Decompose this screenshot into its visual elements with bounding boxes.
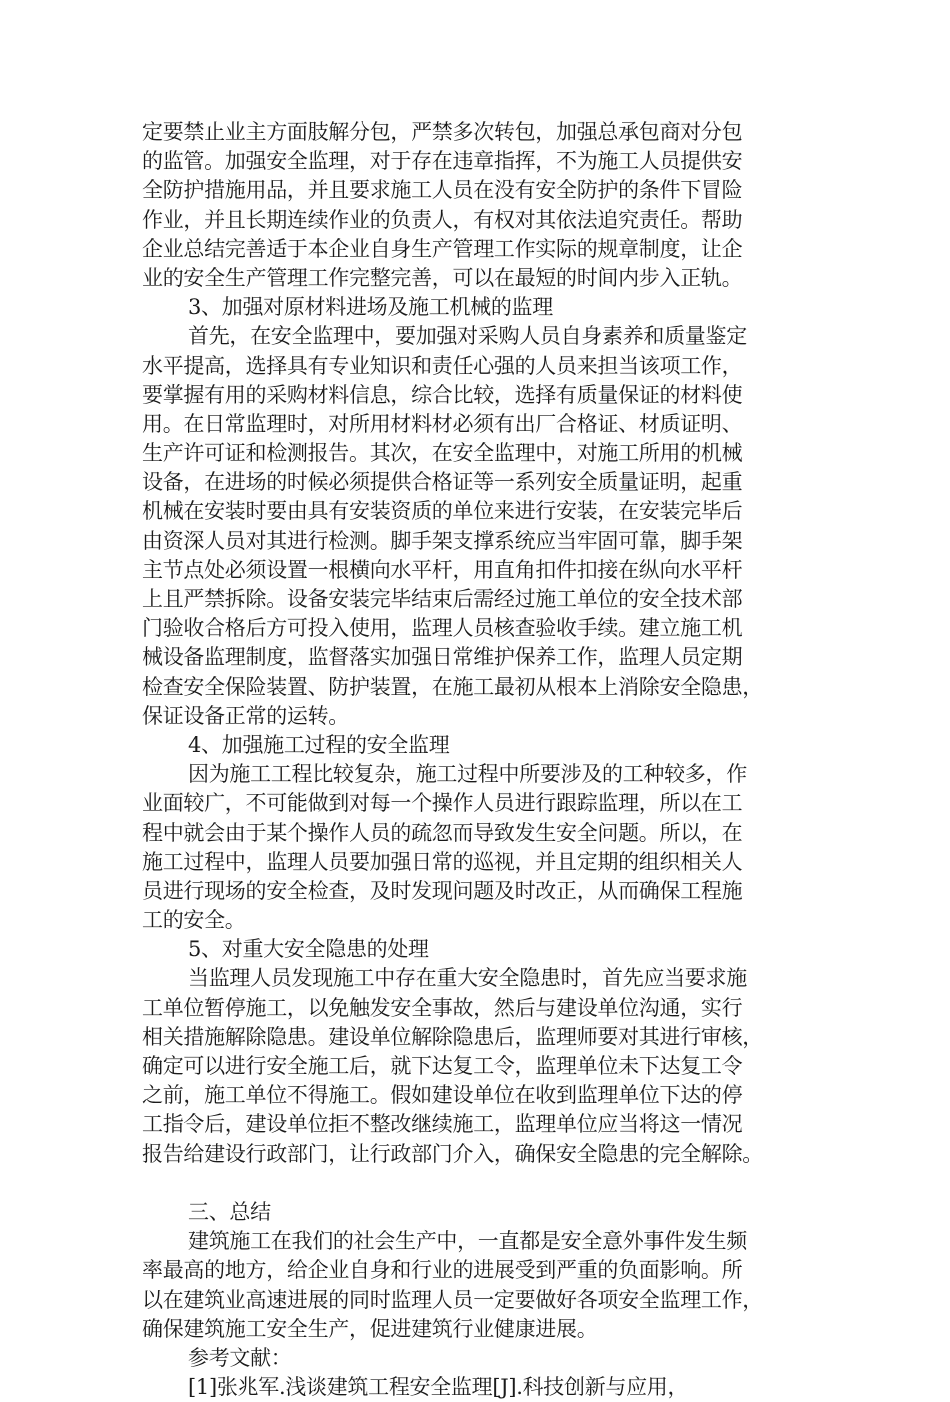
- text-line: 生产许可证和检测报告。其次，在安全监理中，对施工所用的机械: [142, 441, 743, 466]
- text-line: 主节点处必须设置一根横向水平杆，用直角扣件扣接在纵向水平杆: [142, 557, 743, 582]
- text-line: 业的安全生产管理工作完整完善，可以在最短的时间内步入正轨。: [142, 265, 743, 290]
- text-line: 的监管。加强安全监理，对于存在违章指挥，不为施工人员提供安: [142, 149, 743, 174]
- text-line: 因为施工工程比较复杂，施工过程中所要涉及的工种较多，作: [188, 762, 747, 787]
- text-line: 建筑施工在我们的社会生产中，一直都是安全意外事件发生频: [188, 1229, 747, 1254]
- text-line: 确保建筑施工安全生产，促进建筑行业健康进展。: [142, 1316, 598, 1341]
- text-line: 率最高的地方，给企业自身和行业的进展受到严重的负面影响。所: [142, 1258, 743, 1283]
- text-line: 上且严禁拆除。设备安装完毕结束后需经过施工单位的安全技术部: [142, 587, 743, 611]
- text-line: 以在建筑业高速进展的同时监理人员一定要做好各项安全监理工作，: [142, 1287, 763, 1312]
- text-line: 当监理人员发现施工中存在重大安全隐患时，首先应当要求施: [188, 966, 747, 991]
- text-line: 门验收合格后方可投入使用，监理人员核查验收手续。建立施工机: [142, 616, 743, 641]
- text-line: 3、加强对原材料进场及施工机械的监理: [188, 295, 553, 320]
- text-line: 首先，在安全监理中，要加强对采购人员自身素养和质量鉴定: [188, 324, 747, 349]
- text-line: 程中就会由于某个操作人员的疏忽而导致发生安全问题。所以，在: [142, 820, 743, 845]
- text-line: 确定可以进行安全施工后，就下达复工令，监理单位未下达复工令: [142, 1054, 743, 1078]
- text-line: 员进行现场的安全检查，及时发现问题及时改正，从而确保工程施: [142, 878, 743, 903]
- text-line: 工指令后，建设单位拒不整改继续施工，监理单位应当将这一情况: [142, 1112, 743, 1137]
- text-line: 保证设备正常的运转。: [142, 703, 349, 728]
- text-line: 施工过程中，监理人员要加强日常的巡视，并且定期的组织相关人: [142, 849, 743, 874]
- text-line: 相关措施解除隐患。建设单位解除隐患后，监理师要对其进行审核，: [142, 1024, 763, 1049]
- text-line: 设备，在进场的时候必须提供合格证等一系列安全质量证明，起重: [142, 470, 743, 495]
- text-line: 三、总结: [188, 1199, 271, 1224]
- text-line: [1]张兆军.浅谈建筑工程安全监理[J].科技创新与应用，: [188, 1375, 689, 1400]
- text-line: 检查安全保险装置、防护装置，在施工最初从根本上消除安全隐患，: [142, 674, 763, 699]
- text-line: 工单位暂停施工，以免触发安全事故，然后与建设单位沟通，实行: [142, 995, 743, 1020]
- text-line: 用。在日常监理时，对所用材料材必须有出厂合格证、材质证明、: [142, 411, 743, 436]
- text-line: 机械在安装时要由具有安装资质的单位来进行安装，在安装完毕后: [142, 499, 743, 524]
- text-line: 5、对重大安全隐患的处理: [188, 937, 429, 962]
- text-line: 械设备监理制度，监督落实加强日常维护保养工作，监理人员定期: [142, 645, 743, 670]
- text-line: 由资深人员对其进行检测。脚手架支撑系统应当牢固可靠，脚手架: [142, 528, 743, 553]
- text-line: 定要禁止业主方面肢解分包，严禁多次转包，加强总承包商对分包: [142, 120, 743, 144]
- text-line: 之前，施工单位不得施工。假如建设单位在收到监理单位下达的停: [142, 1083, 743, 1108]
- text-line: 参考文献：: [188, 1345, 292, 1370]
- text-line: 全防护措施用品，并且要求施工人员在没有安全防护的条件下冒险: [142, 178, 743, 203]
- blank-line: [142, 1169, 814, 1198]
- text-line: 水平提高，选择具有专业知识和责任心强的人员来担当该项工作，: [142, 353, 743, 378]
- text-line: 要掌握有用的采购材料信息，综合比较，选择有质量保证的材料使: [142, 382, 743, 407]
- text-line: 业面较广，不可能做到对每一个操作人员进行跟踪监理，所以在工: [142, 791, 743, 816]
- document-body: [142, 118, 814, 1402]
- text-line: 工的安全。: [142, 908, 246, 933]
- text-line: 企业总结完善适于本企业自身生产管理工作实际的规章制度，让企: [142, 236, 743, 261]
- text-line: 4、加强施工过程的安全监理: [188, 732, 450, 757]
- text-line: 作业，并且长期连续作业的负责人，有权对其依法追究责任。帮助: [142, 207, 743, 232]
- text-line: 报告给建设行政部门，让行政部门介入，确保安全隐患的完全解除。: [142, 1141, 763, 1166]
